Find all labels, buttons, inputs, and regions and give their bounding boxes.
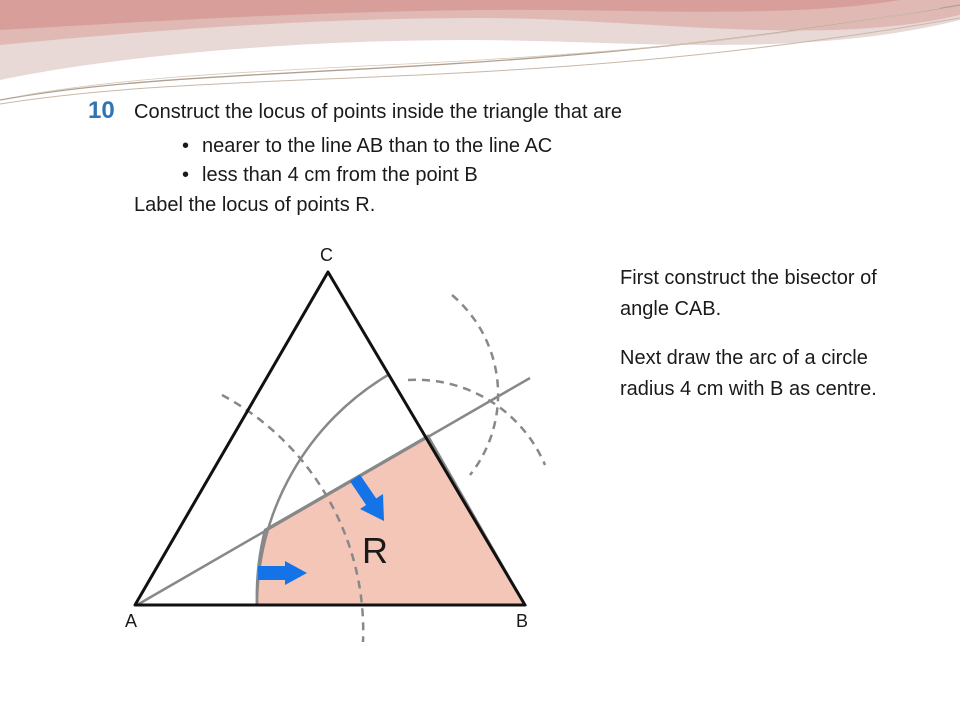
region-label-r: R — [362, 530, 388, 571]
question-instruction: Label the locus of points R. — [134, 194, 376, 216]
locus-region — [257, 436, 525, 605]
question-number: 10 — [88, 97, 115, 124]
bullet-text: nearer to the line AB than to the line AC — [202, 135, 553, 157]
vertex-label-a: A — [125, 611, 138, 631]
note-step-2: Next draw the arc of a circle radius 4 cm with B as centre. — [620, 347, 877, 400]
bullet-icon: • — [182, 135, 190, 157]
note-step-1: First construct the bisector of angle CAB. — [620, 267, 877, 320]
question-prompt: Construct the locus of points inside the triangle that are — [134, 101, 623, 123]
bullet-icon: • — [182, 164, 190, 186]
construction-arc-b — [452, 295, 498, 475]
bullet-text: less than 4 cm from the point B — [202, 164, 478, 186]
vertex-label-c: C — [320, 245, 333, 265]
vertex-label-b: B — [516, 611, 529, 631]
